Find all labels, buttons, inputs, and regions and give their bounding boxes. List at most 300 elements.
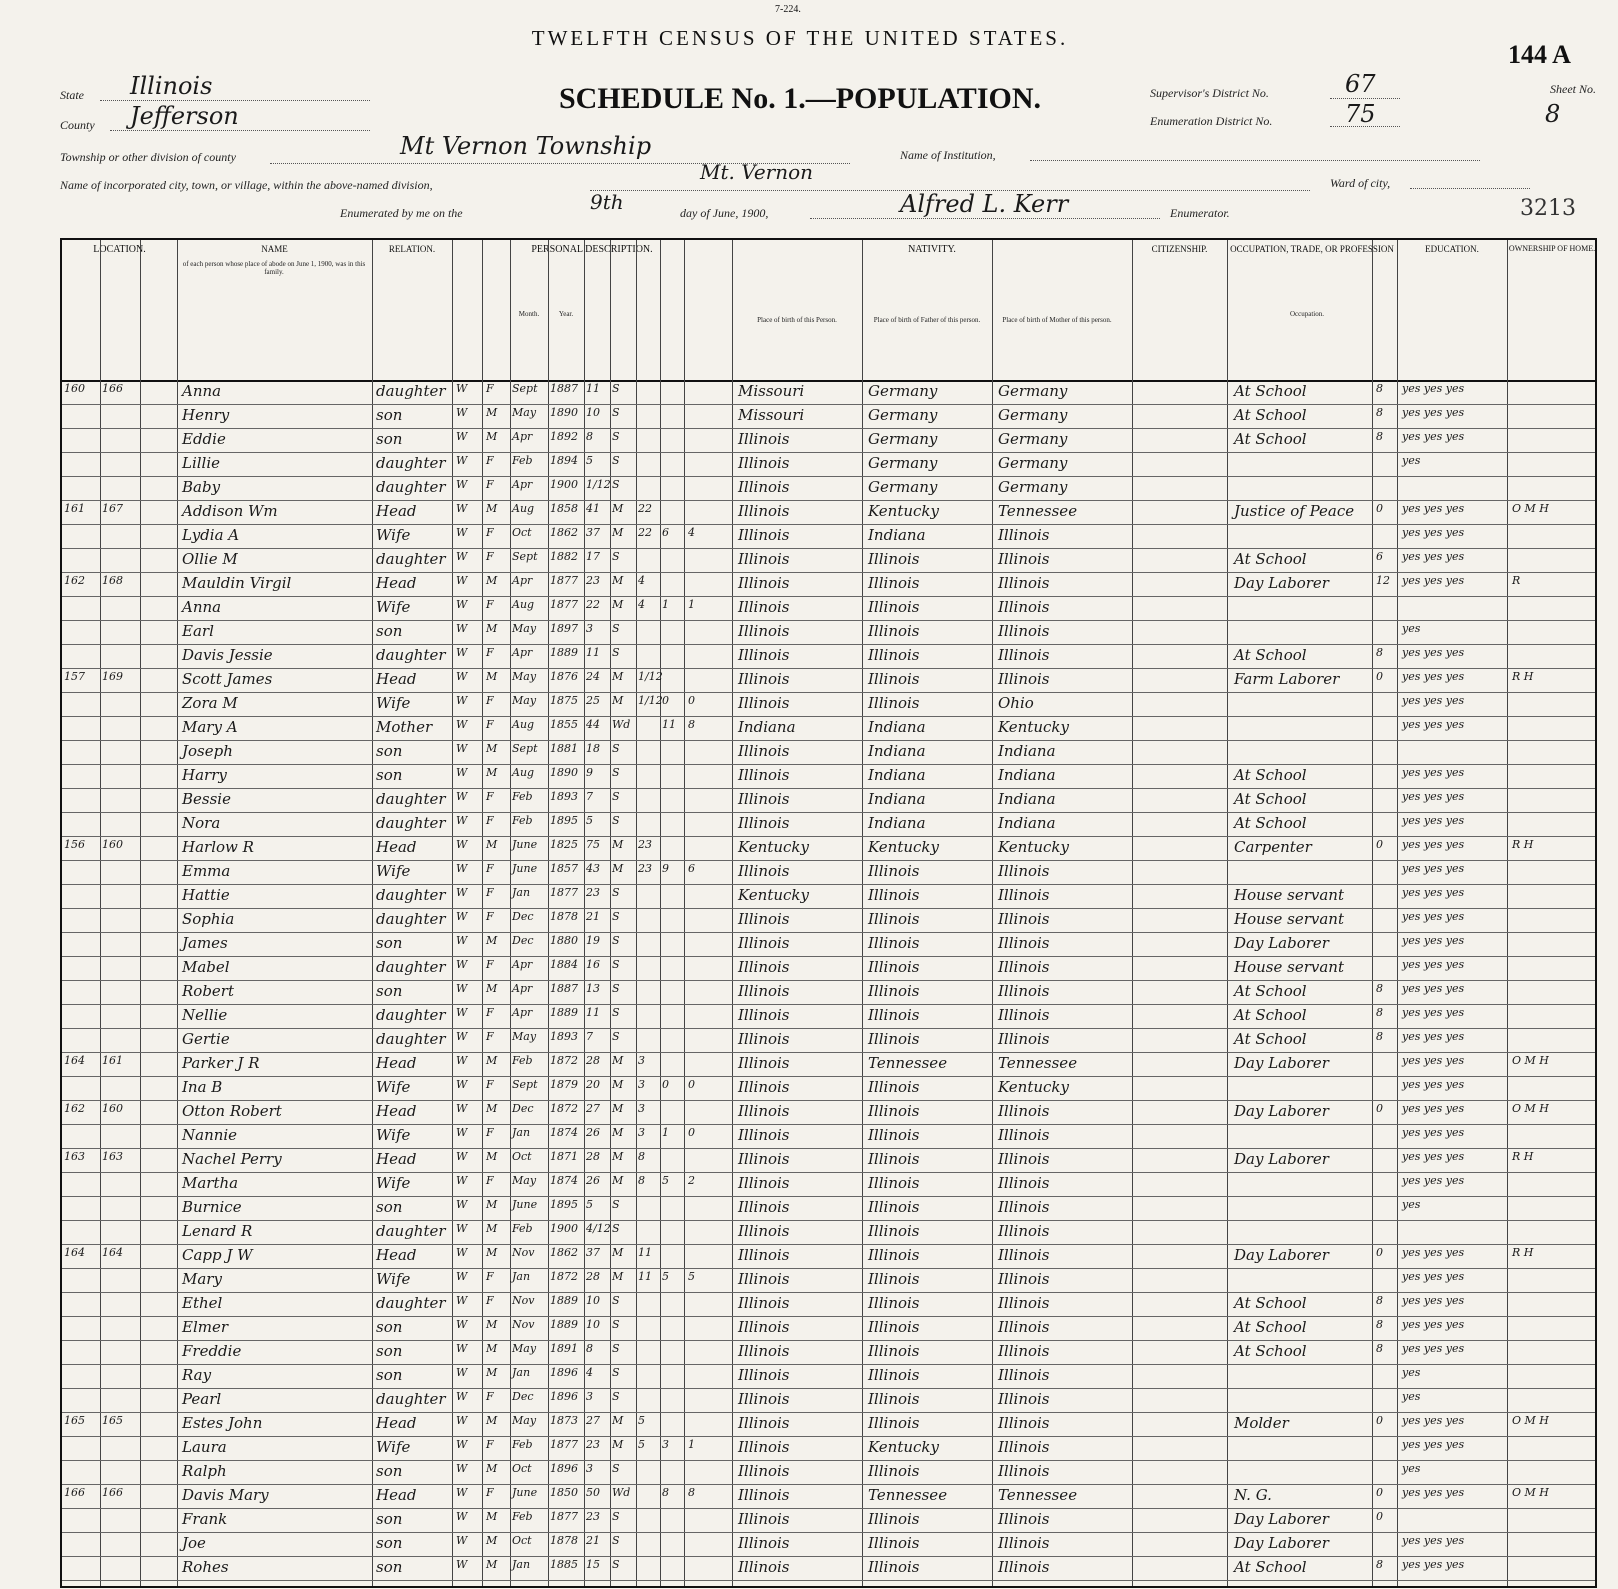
table-row — [62, 1316, 1595, 1341]
cell-cond: S — [612, 1390, 620, 1403]
cell-mar: 1/12 — [638, 694, 663, 707]
cell-year: 1894 — [550, 454, 578, 467]
cell-read: yes yes yes — [1402, 766, 1465, 779]
table-row — [62, 620, 1595, 645]
cell-b14: Illinois — [868, 670, 920, 688]
cell-b15: Illinois — [998, 934, 1050, 952]
state-value: Illinois — [130, 72, 213, 100]
cell-occ: At School — [1234, 1342, 1307, 1360]
cell-b13: Illinois — [738, 1390, 790, 1408]
cell-b14: Illinois — [868, 622, 920, 640]
cell-b15: Germany — [998, 478, 1068, 496]
cell-sex: M — [486, 1246, 498, 1259]
cell-b15: Germany — [998, 406, 1068, 424]
table-row — [62, 668, 1595, 693]
cell-sex: F — [486, 790, 494, 803]
cell-occ: House servant — [1234, 958, 1344, 976]
cell-name: Scott James — [182, 670, 273, 688]
cell-rel: Wife — [376, 1126, 411, 1144]
cell-year: 1889 — [550, 1006, 578, 1019]
cell-b14: Illinois — [868, 862, 920, 880]
cell-b14: Germany — [868, 382, 938, 400]
cell-b14: Germany — [868, 406, 938, 424]
cell-month: Sept — [512, 742, 538, 755]
cell-age: 7 — [586, 790, 593, 803]
table-row — [62, 860, 1595, 885]
cell-b14: Illinois — [868, 1462, 920, 1480]
cell-age: 22 — [586, 598, 600, 611]
cell-sex: M — [486, 1462, 498, 1475]
cell-rel: son — [376, 934, 403, 952]
cell-name: Hattie — [182, 886, 230, 904]
cell-year: 1900 — [550, 478, 578, 491]
cell-read: yes yes yes — [1402, 1126, 1465, 1139]
cell-month: Aug — [512, 502, 535, 515]
cell-year: 1887 — [550, 982, 578, 995]
cell-year: 1895 — [550, 1198, 578, 1211]
cell-year: 1857 — [550, 862, 578, 875]
cell-cond: S — [612, 934, 620, 947]
cell-sex: M — [486, 982, 498, 995]
cell-color: W — [456, 694, 468, 707]
enumerated-day: 9th — [590, 190, 624, 214]
cell-b13: Illinois — [738, 1486, 790, 1504]
cell-read: yes yes yes — [1402, 1246, 1465, 1259]
cell-month: Dec — [512, 910, 534, 923]
cell-rel: son — [376, 1534, 403, 1552]
cell-year: 1825 — [550, 838, 578, 851]
cell-b14: Germany — [868, 430, 938, 448]
cell-mo: 8 — [1376, 1318, 1383, 1331]
cell-b15: Tennessee — [998, 1486, 1078, 1504]
cell-age: 17 — [586, 550, 600, 563]
cell-rel: Head — [376, 1246, 417, 1264]
cell-name: Earl — [182, 622, 214, 640]
cell-b15: Kentucky — [998, 838, 1069, 856]
cell-sex: M — [486, 406, 498, 419]
table-row — [62, 980, 1595, 1005]
cell-cond: M — [612, 1246, 624, 1259]
cell-b14: Illinois — [868, 598, 920, 616]
cell-color: W — [456, 1318, 468, 1331]
cell-age: 8 — [586, 430, 593, 443]
cell-month: Nov — [512, 1318, 535, 1331]
cell-own: O M H — [1512, 502, 1549, 515]
cell-dw: 162 — [64, 574, 85, 587]
cell-color: W — [456, 1558, 468, 1571]
cell-occ: Justice of Peace — [1234, 502, 1355, 520]
cell-read: yes yes yes — [1402, 1414, 1465, 1427]
cell-cond: S — [612, 982, 620, 995]
cell-b13: Illinois — [738, 646, 790, 664]
cell-month: Dec — [512, 1102, 534, 1115]
cell-month: Oct — [512, 1534, 532, 1547]
cell-color: W — [456, 1126, 468, 1139]
cell-sex: M — [486, 838, 498, 851]
county-value: Jefferson — [130, 102, 239, 130]
cell-cond: M — [612, 1414, 624, 1427]
cell-color: W — [456, 1390, 468, 1403]
cell-read: yes yes yes — [1402, 550, 1465, 563]
table-row — [62, 1460, 1595, 1485]
cell-occ: Molder — [1234, 1414, 1289, 1432]
cell-name: James — [182, 934, 228, 952]
cell-month: May — [512, 1174, 537, 1187]
table-row — [62, 524, 1595, 549]
cell-rel: son — [376, 1558, 403, 1576]
cell-name: Joseph — [182, 742, 233, 760]
cell-b13: Illinois — [738, 1030, 790, 1048]
table-row — [62, 1556, 1595, 1581]
cell-ml: 6 — [688, 862, 695, 875]
cell-month: Apr — [512, 958, 533, 971]
cell-b14: Illinois — [868, 1246, 920, 1264]
cell-age: 26 — [586, 1174, 600, 1187]
cell-month: Apr — [512, 646, 533, 659]
cell-occ: Farm Laborer — [1234, 670, 1340, 688]
cell-year: 1896 — [550, 1366, 578, 1379]
cell-year: 1850 — [550, 1486, 578, 1499]
cell-sex: F — [486, 1126, 494, 1139]
cell-cond: M — [612, 1102, 624, 1115]
table-row — [62, 1388, 1595, 1413]
cell-age: 4 — [586, 1366, 593, 1379]
cell-year: 1877 — [550, 886, 578, 899]
cell-b15: Indiana — [998, 790, 1056, 808]
cell-rel: daughter — [376, 910, 446, 928]
cell-month: Feb — [512, 454, 533, 467]
cell-rel: Wife — [376, 1438, 411, 1456]
cell-read: yes — [1402, 622, 1421, 635]
cell-own: R H — [1512, 1150, 1534, 1163]
cell-year: 1872 — [550, 1054, 578, 1067]
cell-mo: 8 — [1376, 1558, 1383, 1571]
cell-b15: Illinois — [998, 1342, 1050, 1360]
form-number: 7-224. — [775, 4, 801, 15]
table-row — [62, 812, 1595, 837]
table-row — [62, 1244, 1595, 1269]
cell-year: 1889 — [550, 1294, 578, 1307]
cell-sex: F — [486, 454, 494, 467]
cell-read: yes yes yes — [1402, 694, 1465, 707]
cell-cond: S — [612, 1366, 620, 1379]
table-row — [62, 404, 1595, 429]
cell-b15: Illinois — [998, 1366, 1050, 1384]
cell-occ: At School — [1234, 646, 1307, 664]
cell-color: W — [456, 1006, 468, 1019]
cell-occ: Carpenter — [1234, 838, 1312, 856]
cell-rel: son — [376, 622, 403, 640]
header-occupation-sub: Occupation. — [1289, 310, 1324, 318]
cell-month: Nov — [512, 1294, 535, 1307]
cell-b13: Illinois — [738, 1246, 790, 1264]
township-value: Mt Vernon Township — [400, 132, 652, 160]
cell-b13: Illinois — [738, 598, 790, 616]
cell-name: Sophia — [182, 910, 235, 928]
cell-b13: Illinois — [738, 1414, 790, 1432]
cell-mo: 0 — [1376, 1102, 1383, 1115]
cell-sex: F — [486, 1294, 494, 1307]
table-row — [62, 1508, 1595, 1533]
cell-b14: Illinois — [868, 1414, 920, 1432]
cell-color: W — [456, 550, 468, 563]
cell-age: 75 — [586, 838, 600, 851]
cell-age: 24 — [586, 670, 600, 683]
cell-occ: At School — [1234, 766, 1307, 784]
cell-age: 3 — [586, 1390, 593, 1403]
enumeration-label: Enumeration District No. — [1150, 114, 1273, 128]
cell-read: yes yes yes — [1402, 1054, 1465, 1067]
cell-year: 1875 — [550, 694, 578, 707]
cell-age: 16 — [586, 958, 600, 971]
cell-color: W — [456, 526, 468, 539]
cell-occ: Day Laborer — [1234, 1054, 1329, 1072]
cell-b13: Illinois — [738, 1558, 790, 1576]
cell-color: W — [456, 1486, 468, 1499]
cell-rel: daughter — [376, 958, 446, 976]
cell-b13: Kentucky — [738, 886, 809, 904]
cell-occ: House servant — [1234, 886, 1344, 904]
cell-year: 1862 — [550, 1246, 578, 1259]
cell-mo: 6 — [1376, 550, 1383, 563]
cell-color: W — [456, 502, 468, 515]
cell-dw: 166 — [64, 1486, 85, 1499]
cell-read: yes yes yes — [1402, 886, 1465, 899]
cell-month: Feb — [512, 814, 533, 827]
cell-dw: 165 — [64, 1414, 85, 1427]
cell-rel: Head — [376, 1150, 417, 1168]
cell-sex: F — [486, 526, 494, 539]
cell-read: yes yes yes — [1402, 502, 1465, 515]
cell-age: 44 — [586, 718, 600, 731]
cell-mo: 8 — [1376, 406, 1383, 419]
cell-occ: House servant — [1234, 910, 1344, 928]
cell-cond: S — [612, 430, 620, 443]
cell-b15: Tennessee — [998, 502, 1078, 520]
cell-rel: son — [376, 1342, 403, 1360]
cell-b13: Illinois — [738, 766, 790, 784]
cell-b15: Tennessee — [998, 1054, 1078, 1072]
cell-mb: 9 — [662, 862, 669, 875]
cell-mb: 1 — [662, 1126, 669, 1139]
cell-mar: 3 — [638, 1126, 645, 1139]
cell-b14: Illinois — [868, 1126, 920, 1144]
cell-occ: At School — [1234, 814, 1307, 832]
cell-dw: 160 — [64, 382, 85, 395]
cell-year: 1873 — [550, 1414, 578, 1427]
cell-month: June — [512, 1198, 538, 1211]
cell-b14: Kentucky — [868, 502, 939, 520]
cell-cond: M — [612, 1126, 624, 1139]
cell-b15: Kentucky — [998, 718, 1069, 736]
header-year: Year. — [558, 310, 574, 318]
cell-color: W — [456, 1030, 468, 1043]
cell-cond: M — [612, 1270, 624, 1283]
cell-fam: 166 — [102, 1486, 123, 1499]
table-row — [62, 932, 1595, 957]
table-row — [62, 1004, 1595, 1029]
cell-b14: Illinois — [868, 1102, 920, 1120]
cell-age: 41 — [586, 502, 600, 515]
cell-color: W — [456, 1342, 468, 1355]
cell-b14: Kentucky — [868, 838, 939, 856]
cell-sex: F — [486, 814, 494, 827]
cell-mo: 8 — [1376, 1342, 1383, 1355]
cell-b15: Indiana — [998, 742, 1056, 760]
cell-age: 27 — [586, 1102, 600, 1115]
cell-rel: Head — [376, 1486, 417, 1504]
cell-name: Henry — [182, 406, 230, 424]
cell-own: R H — [1512, 838, 1534, 851]
population-table — [60, 238, 1597, 1588]
cell-sex: F — [486, 862, 494, 875]
ward-label: Ward of city, — [1330, 176, 1391, 190]
cell-name: Mauldin Virgil — [182, 574, 292, 592]
cell-sex: F — [486, 1030, 494, 1043]
cell-name: Ina B — [182, 1078, 223, 1096]
cell-cond: S — [612, 1462, 620, 1475]
cell-b15: Illinois — [998, 1510, 1050, 1528]
cell-read: yes yes yes — [1402, 406, 1465, 419]
cell-b15: Illinois — [998, 550, 1050, 568]
cell-read: yes yes yes — [1402, 862, 1465, 875]
cell-month: Jan — [512, 1270, 531, 1283]
cell-rel: Head — [376, 574, 417, 592]
county-label: County — [60, 118, 95, 132]
cell-b13: Illinois — [738, 574, 790, 592]
cell-cond: S — [612, 886, 620, 899]
cell-occ: Day Laborer — [1234, 1534, 1329, 1552]
cell-sex: M — [486, 622, 498, 635]
cell-color: W — [456, 598, 468, 611]
cell-color: W — [456, 1150, 468, 1163]
cell-name: Estes John — [182, 1414, 263, 1432]
cell-b13: Illinois — [738, 1270, 790, 1288]
cell-read: yes — [1402, 1366, 1421, 1379]
cell-age: 37 — [586, 526, 600, 539]
cell-cond: S — [612, 1342, 620, 1355]
cell-cond: M — [612, 862, 624, 875]
cell-read: yes yes yes — [1402, 1558, 1465, 1571]
cell-name: Joe — [182, 1534, 206, 1552]
cell-own: R — [1512, 574, 1521, 587]
cell-color: W — [456, 430, 468, 443]
cell-rel: son — [376, 982, 403, 1000]
cell-year: 1871 — [550, 1150, 578, 1163]
table-row — [62, 596, 1595, 621]
table-row — [62, 1076, 1595, 1101]
cell-ml: 8 — [688, 1486, 695, 1499]
cell-sex: F — [486, 382, 494, 395]
cell-color: W — [456, 1510, 468, 1523]
cell-b15: Indiana — [998, 766, 1056, 784]
cell-mar: 3 — [638, 1078, 645, 1091]
cell-read: yes yes yes — [1402, 1318, 1465, 1331]
cell-b13: Illinois — [738, 1534, 790, 1552]
cell-b15: Illinois — [998, 1030, 1050, 1048]
cell-rel: daughter — [376, 1294, 446, 1312]
cell-mo: 0 — [1376, 670, 1383, 683]
cell-b15: Illinois — [998, 1198, 1050, 1216]
cell-age: 15 — [586, 1558, 600, 1571]
cell-cond: S — [612, 958, 620, 971]
cell-color: W — [456, 1174, 468, 1187]
cell-cond: M — [612, 574, 624, 587]
cell-mar: 3 — [638, 1054, 645, 1067]
cell-name: Lydia A — [182, 526, 240, 544]
cell-b13: Indiana — [738, 718, 796, 736]
cell-name: Anna — [182, 382, 222, 400]
cell-year: 1889 — [550, 1318, 578, 1331]
cell-read: yes yes yes — [1402, 574, 1465, 587]
cell-rel: daughter — [376, 814, 446, 832]
cell-ml: 0 — [688, 694, 695, 707]
cell-age: 11 — [586, 646, 600, 659]
cell-rel: son — [376, 430, 403, 448]
cell-year: 1887 — [550, 382, 578, 395]
cell-name: Baby — [182, 478, 221, 496]
cell-color: W — [456, 1078, 468, 1091]
cell-year: 1893 — [550, 790, 578, 803]
cell-read: yes yes yes — [1402, 1078, 1465, 1091]
header-citizenship: CITIZENSHIP. — [1151, 244, 1208, 254]
cell-name: Laura — [182, 1438, 227, 1456]
cell-read: yes yes yes — [1402, 982, 1465, 995]
cell-read: yes yes yes — [1402, 1102, 1465, 1115]
table-row — [62, 884, 1595, 909]
cell-read: yes yes yes — [1402, 1006, 1465, 1019]
cell-b13: Illinois — [738, 910, 790, 928]
table-row — [62, 1532, 1595, 1557]
cell-sex: M — [486, 1366, 498, 1379]
table-row — [62, 1268, 1595, 1293]
cell-cond: M — [612, 1174, 624, 1187]
cell-b14: Illinois — [868, 550, 920, 568]
cell-b13: Illinois — [738, 430, 790, 448]
cell-age: 23 — [586, 1438, 600, 1451]
cell-sex: M — [486, 1318, 498, 1331]
cell-rel: Wife — [376, 526, 411, 544]
cell-name: Nora — [182, 814, 221, 832]
table-header — [62, 240, 1595, 382]
cell-rel: Head — [376, 838, 417, 856]
cell-own: O M H — [1512, 1414, 1549, 1427]
cell-sex: F — [486, 1078, 494, 1091]
header-month: Month. — [518, 310, 540, 318]
cell-mo: 8 — [1376, 1006, 1383, 1019]
cell-b13: Illinois — [738, 1198, 790, 1216]
cell-rel: Wife — [376, 1174, 411, 1192]
cell-sex: M — [486, 670, 498, 683]
cell-b13: Illinois — [738, 1078, 790, 1096]
cell-b15: Illinois — [998, 1390, 1050, 1408]
cell-month: Oct — [512, 526, 532, 539]
cell-sex: F — [486, 478, 494, 491]
cell-sex: M — [486, 1558, 498, 1571]
cell-month: Feb — [512, 1438, 533, 1451]
cell-month: June — [512, 862, 538, 875]
cell-color: W — [456, 790, 468, 803]
table-row — [62, 908, 1595, 933]
cell-b13: Illinois — [738, 622, 790, 640]
cell-sex: F — [486, 1006, 494, 1019]
cell-color: W — [456, 1462, 468, 1475]
cell-own: O M H — [1512, 1102, 1549, 1115]
cell-b13: Illinois — [738, 454, 790, 472]
cell-fam: 167 — [102, 502, 123, 515]
table-row — [62, 764, 1595, 789]
header-name: NAME — [261, 244, 288, 254]
